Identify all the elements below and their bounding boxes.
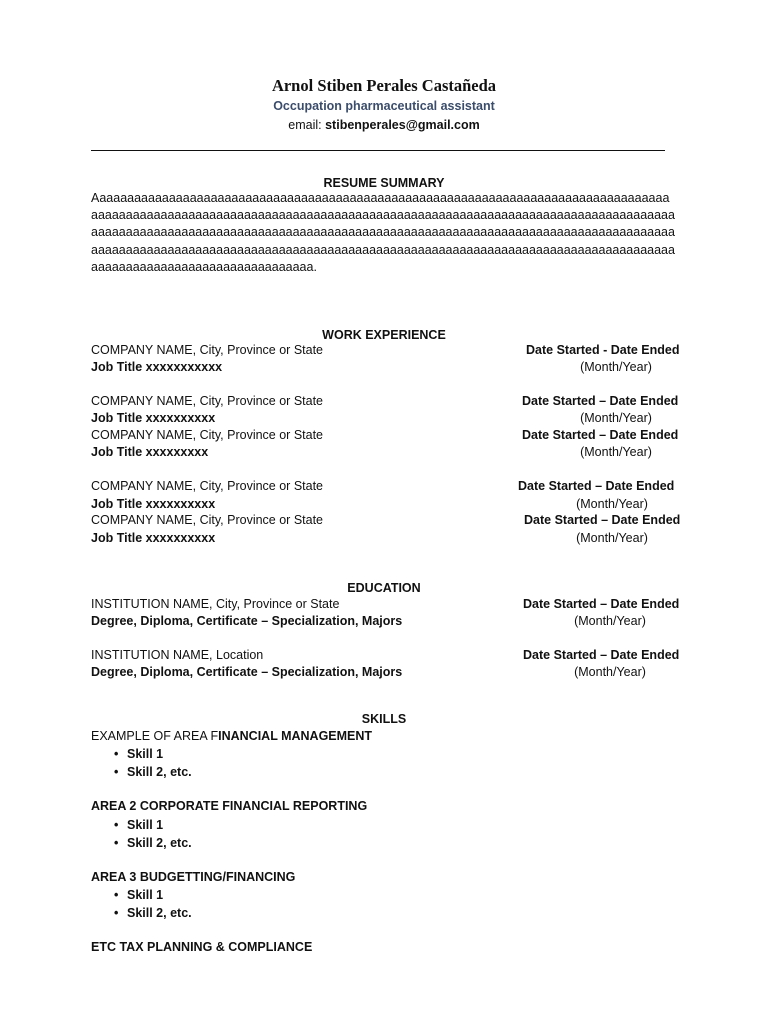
skill-item xyxy=(91,816,192,834)
company-name: COMPANY NAME, City, Province or State xyxy=(91,479,324,493)
date-range: Date Started – Date Ended xyxy=(522,394,679,408)
skill-area-title-prefix: EXAMPLE OF AREA F xyxy=(91,729,219,743)
summary-text: Aaaaaaaaaaaaaaaaaaaaaaaaaaaaaaaaaaaaaaaaaaaaaaaaaaaaaaaaaaaaaaaaaaaaaaaaaaaaaaaaaaaaaaaaaaaaaaaaaaaaaaaaaaaaaaaaaaaaaaaaaaaaaaaaaaaaaaaaaaaaaaaaaaaaaaaaaaaaaaaaaaaaaaaaaaaaaaaaaaaaaaaaaaaaaaaaaaaaaaaaaaaaaaaaaaaaaaaaaaaaaaaaaaaaaaaaaaaaaaaaaaaaaaaaaaaaaaaaaaaaaaaaaaaaaaaaaaaaaaaaaaaaaaaaaaaaaaaaaaaaaaaaaaaaaaaaaaaaaaaaaaaaaaaaaaaaaaaaaaaaaaaaaaaaaaaaaaaaaaaaaaaaaaa. xyxy=(91,191,675,274)
skill-item xyxy=(91,904,192,922)
company-name: COMPANY NAME, City, Province or State xyxy=(91,394,324,408)
job-title: Job Title xxxxxxxxxxx xyxy=(91,360,223,374)
month-year: (Month/Year) xyxy=(580,445,652,459)
skill-area-title: AREA 3 BUDGETTING/FINANCING xyxy=(91,870,296,884)
skill-item xyxy=(91,834,192,852)
bullet-icon: • xyxy=(114,836,119,850)
month-year: (Month/Year) xyxy=(576,497,648,511)
company-name: COMPANY NAME, City, Province or State xyxy=(91,343,324,357)
work-experience-heading: WORK EXPERIENCE xyxy=(322,328,446,342)
skill-list xyxy=(91,745,192,781)
date-range: Date Started – Date Ended xyxy=(518,479,675,493)
skill-area-title-suffix: INANCIAL MANAGEMENT xyxy=(218,729,373,743)
email-label: email: xyxy=(288,118,326,132)
date-range: Date Started – Date Ended xyxy=(522,428,679,442)
skill-label: Skill 1 xyxy=(127,747,164,761)
company-name: COMPANY NAME, City, Province or State xyxy=(91,513,324,527)
bullet-icon: • xyxy=(114,888,119,902)
degree: Degree, Diploma, Certificate – Specialization, Majors xyxy=(91,665,403,679)
skill-label: Skill 1 xyxy=(127,888,164,902)
month-year: (Month/Year) xyxy=(580,411,652,425)
summary-heading: RESUME SUMMARY xyxy=(323,176,445,190)
month-year: (Month/Year) xyxy=(574,614,646,628)
institution-name: INSTITUTION NAME, City, Province or State xyxy=(91,597,340,611)
skill-item xyxy=(91,886,192,904)
skill-area-title: AREA 2 CORPORATE FINANCIAL REPORTING xyxy=(91,799,368,813)
date-range: Date Started – Date Ended xyxy=(524,513,681,527)
skill-list xyxy=(91,816,192,852)
skill-area-title xyxy=(91,728,372,745)
email-value: stibenperales@gmail.com xyxy=(325,118,480,132)
institution-name: INSTITUTION NAME, Location xyxy=(91,648,264,662)
skill-item xyxy=(91,763,192,781)
header-divider xyxy=(91,150,665,151)
month-year: (Month/Year) xyxy=(580,360,652,374)
email-line xyxy=(0,117,768,134)
skill-area-title: ETC TAX PLANNING & COMPLIANCE xyxy=(91,940,313,954)
education-heading: EDUCATION xyxy=(347,581,421,595)
bullet-icon: • xyxy=(114,747,119,761)
occupation: Occupation pharmaceutical assistant xyxy=(273,99,495,113)
bullet-icon: • xyxy=(114,818,119,832)
job-title: Job Title xxxxxxxxx xyxy=(91,445,209,459)
date-range: Date Started - Date Ended xyxy=(526,343,680,357)
job-title: Job Title xxxxxxxxxx xyxy=(91,497,216,511)
skill-label: Skill 2, etc. xyxy=(127,906,192,920)
date-range: Date Started – Date Ended xyxy=(523,597,680,611)
month-year: (Month/Year) xyxy=(574,665,646,679)
skills-heading: SKILLS xyxy=(361,712,407,726)
date-range: Date Started – Date Ended xyxy=(523,648,680,662)
skill-list xyxy=(91,886,192,922)
bullet-icon: • xyxy=(114,906,119,920)
skill-label: Skill 1 xyxy=(127,818,164,832)
job-title: Job Title xxxxxxxxxx xyxy=(91,411,216,425)
skill-label: Skill 2, etc. xyxy=(127,836,192,850)
degree: Degree, Diploma, Certificate – Specialization, Majors xyxy=(91,614,403,628)
month-year: (Month/Year) xyxy=(576,531,648,545)
candidate-name: Arnol Stiben Perales Castañeda xyxy=(271,76,497,95)
bullet-icon: • xyxy=(114,765,119,779)
skill-label: Skill 2, etc. xyxy=(127,765,192,779)
skill-item xyxy=(91,745,192,763)
job-title: Job Title xxxxxxxxxx xyxy=(91,531,216,545)
company-name: COMPANY NAME, City, Province or State xyxy=(91,428,324,442)
